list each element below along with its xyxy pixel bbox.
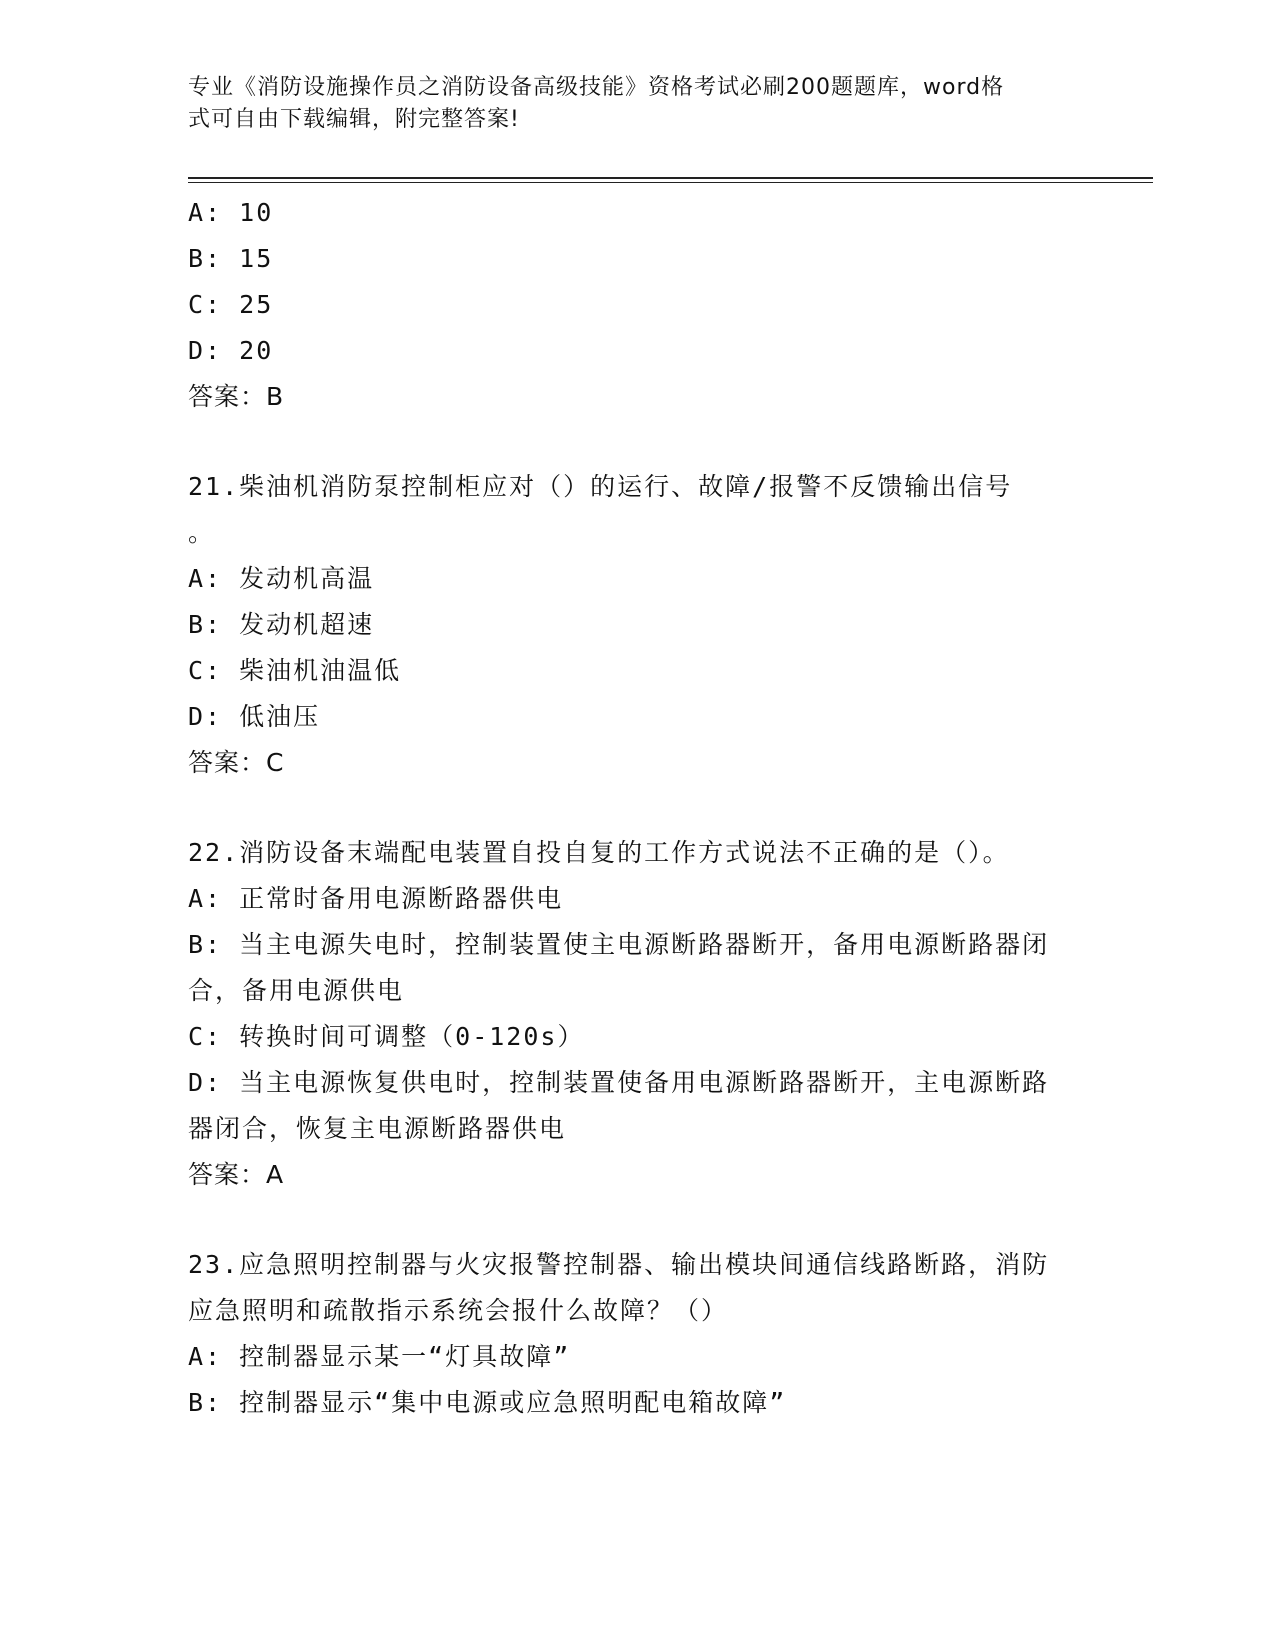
option-a: A: 发动机高温 <box>188 564 375 593</box>
option-d: D: 低油压 <box>188 702 321 731</box>
option-d: D: 当主电源恢复供电时，控制装置使备用电源断路器断开，主电源断路器闭合，恢复主电源断路器供电 <box>188 1068 1050 1143</box>
header-divider-thin <box>188 182 1153 183</box>
question-stem-tail: 。 <box>188 518 216 547</box>
question-stem: 21.柴油机消防泵控制柜应对（）的运行、故障/报警不反馈输出信号 <box>188 472 1013 501</box>
header-line-1: 专业《消防设施操作员之消防设备高级技能》资格考试必刷200题题库，word格 <box>188 75 1005 100</box>
question-23 <box>188 1242 1068 1426</box>
question-20 <box>188 190 1068 420</box>
header-line-2: 式可自由下载编辑，附完整答案! <box>188 107 520 132</box>
answer: 答案：C <box>188 748 285 777</box>
option-c: C: 25 <box>188 290 274 319</box>
answer: 答案：B <box>188 382 285 411</box>
option-a: A: 控制器显示某一“灯具故障” <box>188 1342 571 1371</box>
option-b: B: 15 <box>188 244 274 273</box>
option-b: B: 发动机超速 <box>188 610 375 639</box>
question-21 <box>188 464 1068 786</box>
question-stem: 22.消防设备末端配电装置自投自复的工作方式说法不正确的是（）。 <box>188 838 1010 867</box>
option-b: B: 控制器显示“集中电源或应急照明配电箱故障” <box>188 1388 787 1417</box>
option-b: B: 当主电源失电时，控制装置使主电源断路器断开，备用电源断路器闭合，备用电源供电 <box>188 930 1050 1005</box>
option-d: D: 20 <box>188 336 274 365</box>
header-divider-thick <box>188 177 1153 179</box>
option-c: C: 转换时间可调整（0-120s） <box>188 1022 585 1051</box>
option-a: A: 正常时备用电源断路器供电 <box>188 884 564 913</box>
question-22 <box>188 830 1068 1198</box>
question-list <box>188 190 1068 1426</box>
option-c: C: 柴油机油温低 <box>188 656 402 685</box>
document-header <box>188 72 1088 136</box>
answer: 答案：A <box>188 1160 285 1189</box>
question-stem: 23.应急照明控制器与火灾报警控制器、输出模块间通信线路断路，消防应急照明和疏散指示系统会报什么故障？（） <box>188 1250 1050 1325</box>
option-a: A: 10 <box>188 198 274 227</box>
